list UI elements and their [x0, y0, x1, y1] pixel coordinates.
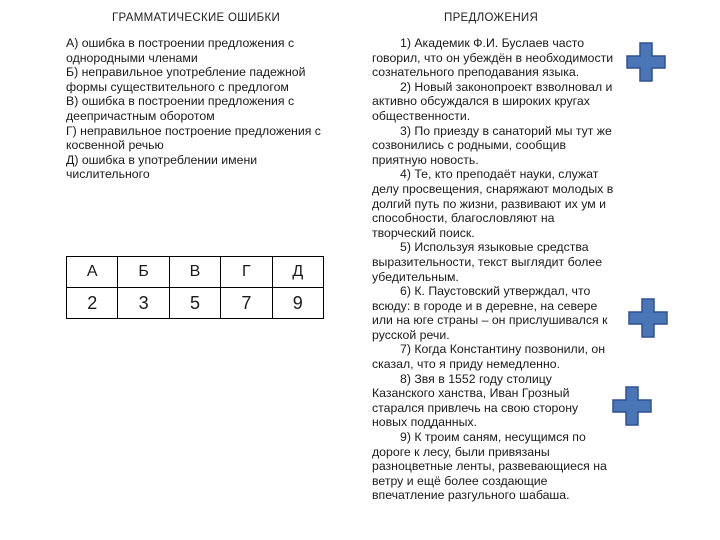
left-column-heading: ГРАММАТИЧЕСКИЕ ОШИБКИ [112, 12, 281, 24]
answer-letter-cell: В [169, 257, 220, 288]
answer-number-cell: 9 [272, 288, 323, 319]
answer-number-cell: 3 [118, 288, 169, 319]
answer-number-cell: 7 [221, 288, 272, 319]
answer-letters-row [67, 257, 324, 288]
answer-number-cell: 2 [67, 288, 118, 319]
error-item-v: В) ошибка в построении предложения с деепричастным оборотом [66, 94, 295, 123]
sentence-9: 9) К троим саням, несущимся по дороге к лесу, были привязаны разноцветные ленты, развевающиеся на ветру и ещё более создающие впечатление разгульного шабаша. [372, 430, 607, 503]
answer-letter-cell: Б [118, 257, 169, 288]
error-item-d: Д) ошибка в употреблении имени числительного [66, 152, 258, 182]
sentence-2: 2) Новый законопроект взволновал и активно обсуждался в широких кругах общественности. [372, 79, 613, 123]
answer-numbers-row [67, 288, 324, 319]
answer-letter-cell: Г [221, 257, 272, 288]
grammar-errors-list [66, 36, 328, 182]
sentence-7: 7) Когда Константину позвонили, он сказал, что я приду немедленно. [372, 342, 606, 372]
plus-icon [612, 386, 652, 426]
answer-table [66, 256, 324, 319]
answer-number-cell: 5 [169, 288, 220, 319]
plus-icon [626, 42, 666, 82]
error-item-b: Б) неправильное употребление падежной формы существительного с предлогом [66, 65, 306, 94]
answer-letter-cell: Д [272, 257, 323, 288]
answer-letter-cell: А [67, 257, 118, 288]
sentence-3: 3) По приезду в санаторий мы тут же созвонились с родными, сообщив приятную новость. [372, 123, 612, 167]
error-item-a: А) ошибка в построении предложения с однородными членами [66, 36, 295, 65]
error-item-g: Г) неправильное построение предложения с косвенной речью [66, 123, 321, 153]
sentence-6: 6) К. Паустовский утверждал, что всюду: в городе и в деревне, на севере или на юге страны – он прислушивался к русской речи. [372, 284, 608, 342]
right-column-heading: ПРЕДЛОЖЕНИЯ [444, 12, 539, 24]
sentences-list [372, 36, 616, 503]
sentence-1: 1) Академик Ф.И. Буслаев часто говорил, что он убеждён в необходимости сознательного преподавания языка. [372, 36, 614, 80]
plus-icon [628, 298, 668, 338]
sentence-5: 5) Используя языковые средства выразительности, текст выглядит более убедительным. [372, 240, 603, 284]
sentence-8: 8) Звя в 1552 году столицу Казанского ханства, Иван Грозный старался привлечь на свою сторону новых подданных. [372, 371, 579, 430]
sentence-4: 4) Те, кто преподаёт науки, служат делу просвещения, снаряжают молодых в долгий путь по жизни, развивают их ум и способности, благословляют на творческий поиск. [372, 167, 614, 240]
